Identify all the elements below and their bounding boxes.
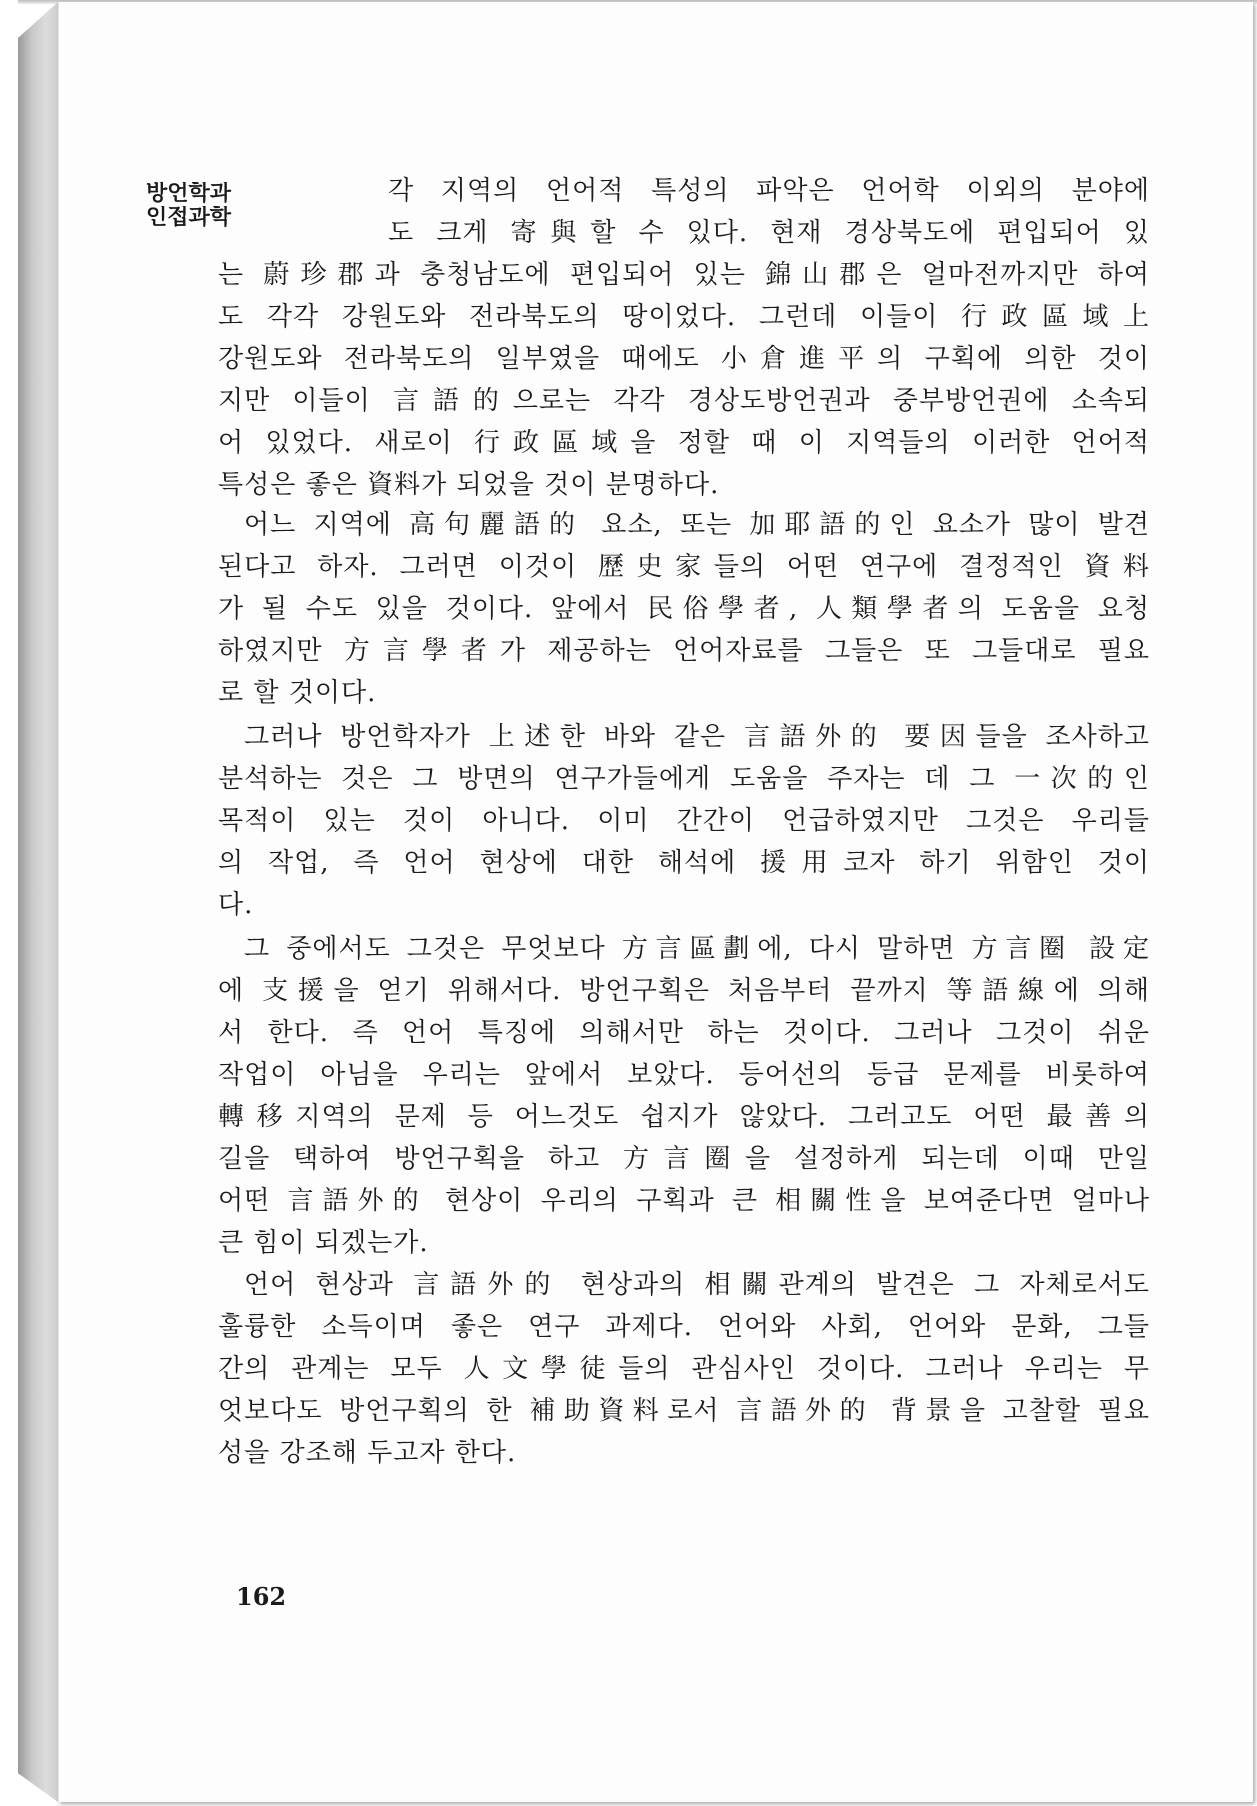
text-line: 큰 힘이 되겠는가. [218,1228,429,1258]
text-line: 로 할 것이다. [218,678,377,708]
text-line: 轉移지역의 문제 등 어느것도 쉽지가 않았다. 그러고도 어떤 最善의 [218,1102,1150,1132]
text-line: 분석하는 것은 그 방면의 연구가들에게 도움을 주자는 데 그 一次的인 [218,764,1150,794]
paragraph-4 [218,928,1150,1264]
text-line: 강원도와 전라북도의 일부였을 때에도 小倉進平의 구획에 의한 것이 [218,344,1150,374]
text-line: 훌륭한 소득이며 좋은 연구 과제다. 언어와 사회, 언어와 문화, 그들 [218,1312,1150,1342]
text-line: 도 크게 寄與할 수 있다. 현재 경상북도에 편입되어 있 [388,218,1150,248]
text-line: 간의 관계는 모두 人文學徒들의 관심사인 것이다. 그러나 우리는 무 [218,1354,1150,1384]
paragraph-3 [218,716,1150,926]
text-line: 도 각각 강원도와 전라북도의 땅이었다. 그런데 이들이 行政區域上 [218,302,1150,332]
side-heading-line: 방언학과 [146,182,232,206]
paragraph-2 [218,504,1150,714]
text-line: 각 지역의 언어적 특성의 파악은 언어학 이외의 분야에 [388,176,1150,206]
text-line: 서 한다. 즉 언어 특징에 의해서만 하는 것이다. 그러나 그것이 쉬운 [218,1018,1150,1048]
text-line: 길을 택하여 방언구획을 하고 方言圈을 설정하게 되는데 이때 만일 [218,1144,1150,1174]
text-line: 목적이 있는 것이 아니다. 이미 간간이 언급하였지만 그것은 우리들 [218,806,1150,836]
text-line: 어 있었다. 새로이 行政區域을 정할 때 이 지역들의 이러한 언어적 [218,428,1150,458]
text-line: 어떤 言語外的 현상이 우리의 구획과 큰 相關性을 보여준다면 얼마나 [218,1186,1150,1216]
text-line: 특성은 좋은 資料가 되었을 것이 분명하다. [218,470,720,500]
text-line: 엇보다도 방언구획의 한 補助資料로서 言語外的 背景을 고찰할 필요 [218,1396,1150,1426]
text-line: 하였지만 方言學者가 제공하는 언어자료를 그들은 또 그들대로 필요 [218,636,1150,666]
book-spine [18,2,58,1802]
text-line: 그 중에서도 그것은 무엇보다 方言區劃에, 다시 말하면 方言圈 設定 [244,934,1150,964]
paragraph-1 [218,170,1150,506]
page-number: 162 [236,1582,287,1611]
text-line: 그러나 방언학자가 上述한 바와 같은 言語外的 要因들을 조사하고 [244,722,1150,752]
text-line: 지만 이들이 言語的으로는 각각 경상도방언권과 중부방언권에 소속되 [218,386,1150,416]
book-page [58,2,1253,1802]
text-line: 는 蔚珍郡과 충청남도에 편입되어 있는 錦山郡은 얼마전까지만 하여 [218,260,1150,290]
text-line: 어느 지역에 高句麗語的 요소, 또는 加耶語的인 요소가 많이 발견 [244,510,1150,540]
text-line: 작업이 아님을 우리는 앞에서 보았다. 등어선의 등급 문제를 비롯하여 [218,1060,1150,1090]
text-line: 성을 강조해 두고자 한다. [218,1438,517,1468]
side-heading-line: 인접과학 [146,206,232,230]
text-line: 된다고 하자. 그러면 이것이 歷史家들의 어떤 연구에 결정적인 資料 [218,552,1150,582]
text-line: 가 될 수도 있을 것이다. 앞에서 民俗學者, 人類學者의 도움을 요청 [218,594,1150,624]
text-line: 에 支援을 얻기 위해서다. 방언구획은 처음부터 끝까지 等語線에 의해 [218,976,1150,1006]
paragraph-5 [218,1264,1150,1474]
text-line: 다. [218,890,254,920]
text-line: 의 작업, 즉 언어 현상에 대한 해석에 援用코자 하기 위함인 것이 [218,848,1150,878]
text-line: 언어 현상과 言語外的 현상과의 相關관계의 발견은 그 자체로서도 [244,1270,1150,1300]
